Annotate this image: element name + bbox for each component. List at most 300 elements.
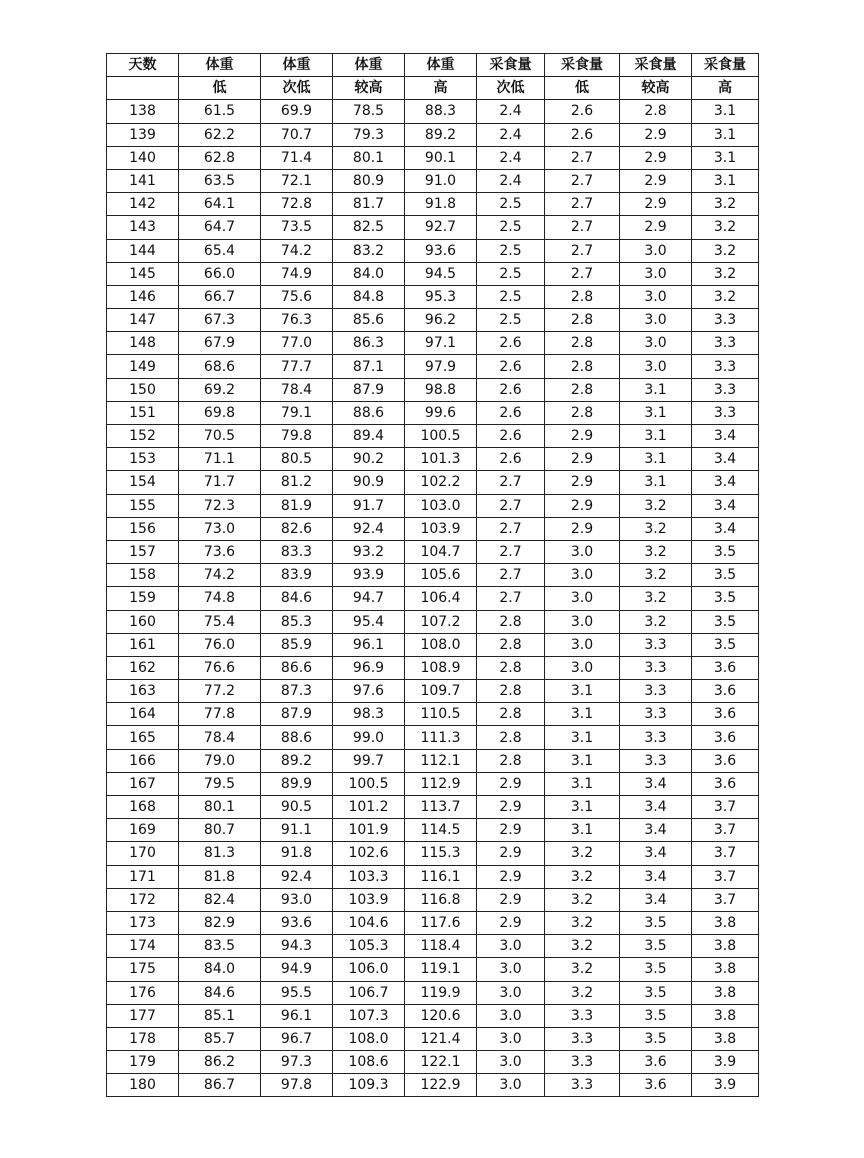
value-cell: 2.6 xyxy=(477,401,545,424)
table-row xyxy=(107,285,759,308)
value-cell: 3.6 xyxy=(620,1051,692,1074)
value-cell: 3.3 xyxy=(620,703,692,726)
value-cell: 3.3 xyxy=(692,355,759,378)
value-cell: 3.1 xyxy=(545,819,620,842)
value-cell: 81.2 xyxy=(261,471,333,494)
value-cell: 91.7 xyxy=(333,494,405,517)
value-cell: 86.2 xyxy=(179,1051,261,1074)
value-cell: 71.7 xyxy=(179,471,261,494)
table-row xyxy=(107,981,759,1004)
value-cell: 96.9 xyxy=(333,656,405,679)
table-row xyxy=(107,100,759,123)
value-cell: 96.7 xyxy=(261,1027,333,1050)
value-cell: 64.1 xyxy=(179,193,261,216)
value-cell: 96.1 xyxy=(261,1004,333,1027)
value-cell: 2.9 xyxy=(477,772,545,795)
value-cell: 88.6 xyxy=(333,401,405,424)
value-cell: 2.8 xyxy=(477,610,545,633)
header-subcell: 低 xyxy=(179,77,261,100)
value-cell: 2.6 xyxy=(477,448,545,471)
day-cell: 153 xyxy=(107,448,179,471)
value-cell: 95.5 xyxy=(261,981,333,1004)
value-cell: 83.2 xyxy=(333,239,405,262)
header-cell: 体重 xyxy=(179,54,261,77)
value-cell: 3.3 xyxy=(692,378,759,401)
table-row xyxy=(107,819,759,842)
value-cell: 2.8 xyxy=(620,100,692,123)
value-cell: 3.6 xyxy=(692,772,759,795)
value-cell: 2.8 xyxy=(477,749,545,772)
value-cell: 3.2 xyxy=(620,564,692,587)
value-cell: 109.7 xyxy=(405,680,477,703)
value-cell: 99.6 xyxy=(405,401,477,424)
header-cell: 体重 xyxy=(333,54,405,77)
value-cell: 78.4 xyxy=(261,378,333,401)
day-cell: 180 xyxy=(107,1074,179,1097)
value-cell: 3.5 xyxy=(620,1004,692,1027)
value-cell: 97.8 xyxy=(261,1074,333,1097)
value-cell: 3.2 xyxy=(620,610,692,633)
value-cell: 84.8 xyxy=(333,285,405,308)
value-cell: 76.6 xyxy=(179,656,261,679)
value-cell: 78.5 xyxy=(333,100,405,123)
value-cell: 3.6 xyxy=(692,656,759,679)
day-cell: 162 xyxy=(107,656,179,679)
value-cell: 97.3 xyxy=(261,1051,333,1074)
day-cell: 146 xyxy=(107,285,179,308)
day-cell: 169 xyxy=(107,819,179,842)
header-subcell: 高 xyxy=(692,77,759,100)
value-cell: 3.0 xyxy=(477,1027,545,1050)
value-cell: 2.9 xyxy=(545,494,620,517)
value-cell: 83.9 xyxy=(261,564,333,587)
day-cell: 174 xyxy=(107,935,179,958)
day-cell: 157 xyxy=(107,540,179,563)
value-cell: 3.2 xyxy=(692,285,759,308)
value-cell: 3.7 xyxy=(692,796,759,819)
value-cell: 3.3 xyxy=(692,332,759,355)
value-cell: 2.4 xyxy=(477,100,545,123)
value-cell: 3.0 xyxy=(477,958,545,981)
value-cell: 62.8 xyxy=(179,146,261,169)
value-cell: 120.6 xyxy=(405,1004,477,1027)
value-cell: 107.3 xyxy=(333,1004,405,1027)
value-cell: 90.9 xyxy=(333,471,405,494)
value-cell: 84.0 xyxy=(333,262,405,285)
table-row xyxy=(107,239,759,262)
value-cell: 3.4 xyxy=(692,517,759,540)
value-cell: 3.1 xyxy=(620,401,692,424)
value-cell: 85.7 xyxy=(179,1027,261,1050)
table-body xyxy=(107,100,759,1097)
day-cell: 178 xyxy=(107,1027,179,1050)
value-cell: 3.4 xyxy=(692,494,759,517)
table-row xyxy=(107,842,759,865)
value-cell: 80.7 xyxy=(179,819,261,842)
value-cell: 74.9 xyxy=(261,262,333,285)
day-cell: 176 xyxy=(107,981,179,1004)
table-row xyxy=(107,865,759,888)
value-cell: 2.6 xyxy=(477,332,545,355)
day-cell: 155 xyxy=(107,494,179,517)
value-cell: 103.9 xyxy=(405,517,477,540)
header-row-1 xyxy=(107,54,759,77)
value-cell: 71.1 xyxy=(179,448,261,471)
day-cell: 166 xyxy=(107,749,179,772)
day-cell: 164 xyxy=(107,703,179,726)
table-row xyxy=(107,772,759,795)
value-cell: 3.5 xyxy=(620,911,692,934)
header-cell: 采食量 xyxy=(545,54,620,77)
value-cell: 102.2 xyxy=(405,471,477,494)
value-cell: 3.2 xyxy=(620,494,692,517)
day-cell: 138 xyxy=(107,100,179,123)
value-cell: 3.1 xyxy=(692,123,759,146)
value-cell: 2.6 xyxy=(477,425,545,448)
table-row xyxy=(107,471,759,494)
header-row-2 xyxy=(107,77,759,100)
value-cell: 3.0 xyxy=(620,239,692,262)
header-cell: 天数 xyxy=(107,54,179,77)
value-cell: 3.1 xyxy=(545,796,620,819)
value-cell: 3.4 xyxy=(692,425,759,448)
value-cell: 74.2 xyxy=(179,564,261,587)
value-cell: 75.4 xyxy=(179,610,261,633)
value-cell: 3.4 xyxy=(620,819,692,842)
value-cell: 94.9 xyxy=(261,958,333,981)
table-row xyxy=(107,935,759,958)
value-cell: 3.0 xyxy=(620,332,692,355)
value-cell: 85.9 xyxy=(261,633,333,656)
table-row xyxy=(107,540,759,563)
value-cell: 105.6 xyxy=(405,564,477,587)
value-cell: 92.4 xyxy=(261,865,333,888)
value-cell: 99.7 xyxy=(333,749,405,772)
value-cell: 96.1 xyxy=(333,633,405,656)
table-row xyxy=(107,656,759,679)
value-cell: 80.9 xyxy=(333,169,405,192)
table-row xyxy=(107,958,759,981)
value-cell: 3.5 xyxy=(692,587,759,610)
table-row xyxy=(107,517,759,540)
value-cell: 118.4 xyxy=(405,935,477,958)
table-row xyxy=(107,564,759,587)
table-row xyxy=(107,796,759,819)
value-cell: 2.8 xyxy=(545,332,620,355)
table-row xyxy=(107,703,759,726)
value-cell: 2.6 xyxy=(477,378,545,401)
value-cell: 2.9 xyxy=(545,517,620,540)
header-cell: 采食量 xyxy=(620,54,692,77)
value-cell: 2.8 xyxy=(545,355,620,378)
table-row xyxy=(107,726,759,749)
header-cell: 采食量 xyxy=(477,54,545,77)
table-row xyxy=(107,332,759,355)
value-cell: 101.9 xyxy=(333,819,405,842)
table-row xyxy=(107,401,759,424)
value-cell: 89.2 xyxy=(261,749,333,772)
value-cell: 3.3 xyxy=(692,309,759,332)
value-cell: 112.9 xyxy=(405,772,477,795)
value-cell: 79.8 xyxy=(261,425,333,448)
value-cell: 83.5 xyxy=(179,935,261,958)
value-cell: 119.1 xyxy=(405,958,477,981)
table-row xyxy=(107,448,759,471)
table-row xyxy=(107,911,759,934)
day-cell: 149 xyxy=(107,355,179,378)
value-cell: 90.2 xyxy=(333,448,405,471)
value-cell: 103.9 xyxy=(333,888,405,911)
value-cell: 87.9 xyxy=(333,378,405,401)
value-cell: 3.9 xyxy=(692,1074,759,1097)
day-cell: 152 xyxy=(107,425,179,448)
value-cell: 2.8 xyxy=(477,680,545,703)
value-cell: 106.7 xyxy=(333,981,405,1004)
value-cell: 2.7 xyxy=(545,169,620,192)
day-cell: 148 xyxy=(107,332,179,355)
value-cell: 66.7 xyxy=(179,285,261,308)
day-cell: 140 xyxy=(107,146,179,169)
value-cell: 109.3 xyxy=(333,1074,405,1097)
value-cell: 86.7 xyxy=(179,1074,261,1097)
value-cell: 3.1 xyxy=(620,448,692,471)
table-row xyxy=(107,1004,759,1027)
value-cell: 3.0 xyxy=(477,1051,545,1074)
value-cell: 81.3 xyxy=(179,842,261,865)
value-cell: 3.3 xyxy=(545,1027,620,1050)
day-cell: 142 xyxy=(107,193,179,216)
value-cell: 3.4 xyxy=(620,888,692,911)
value-cell: 77.2 xyxy=(179,680,261,703)
value-cell: 91.1 xyxy=(261,819,333,842)
value-cell: 108.6 xyxy=(333,1051,405,1074)
value-cell: 85.6 xyxy=(333,309,405,332)
value-cell: 80.1 xyxy=(179,796,261,819)
value-cell: 68.6 xyxy=(179,355,261,378)
value-cell: 93.6 xyxy=(405,239,477,262)
value-cell: 2.9 xyxy=(477,842,545,865)
value-cell: 3.4 xyxy=(692,471,759,494)
day-cell: 161 xyxy=(107,633,179,656)
header-cell: 体重 xyxy=(405,54,477,77)
value-cell: 97.1 xyxy=(405,332,477,355)
value-cell: 2.9 xyxy=(477,796,545,819)
day-cell: 144 xyxy=(107,239,179,262)
value-cell: 79.5 xyxy=(179,772,261,795)
value-cell: 3.2 xyxy=(620,587,692,610)
value-cell: 87.3 xyxy=(261,680,333,703)
value-cell: 2.9 xyxy=(477,911,545,934)
value-cell: 2.9 xyxy=(477,819,545,842)
value-cell: 69.8 xyxy=(179,401,261,424)
day-cell: 139 xyxy=(107,123,179,146)
value-cell: 106.4 xyxy=(405,587,477,610)
value-cell: 2.7 xyxy=(477,564,545,587)
value-cell: 2.4 xyxy=(477,123,545,146)
value-cell: 82.5 xyxy=(333,216,405,239)
value-cell: 91.0 xyxy=(405,169,477,192)
value-cell: 102.6 xyxy=(333,842,405,865)
value-cell: 2.9 xyxy=(620,123,692,146)
value-cell: 3.0 xyxy=(477,981,545,1004)
day-cell: 173 xyxy=(107,911,179,934)
value-cell: 63.5 xyxy=(179,169,261,192)
day-cell: 179 xyxy=(107,1051,179,1074)
table-row xyxy=(107,193,759,216)
value-cell: 3.7 xyxy=(692,865,759,888)
value-cell: 85.1 xyxy=(179,1004,261,1027)
value-cell: 3.1 xyxy=(620,471,692,494)
value-cell: 2.8 xyxy=(545,309,620,332)
value-cell: 93.6 xyxy=(261,911,333,934)
day-cell: 143 xyxy=(107,216,179,239)
value-cell: 3.7 xyxy=(692,842,759,865)
value-cell: 3.2 xyxy=(545,888,620,911)
value-cell: 3.0 xyxy=(477,1074,545,1097)
day-cell: 145 xyxy=(107,262,179,285)
value-cell: 3.2 xyxy=(545,911,620,934)
value-cell: 3.2 xyxy=(545,958,620,981)
value-cell: 2.5 xyxy=(477,285,545,308)
value-cell: 77.7 xyxy=(261,355,333,378)
value-cell: 71.4 xyxy=(261,146,333,169)
value-cell: 73.5 xyxy=(261,216,333,239)
value-cell: 113.7 xyxy=(405,796,477,819)
value-cell: 84.6 xyxy=(179,981,261,1004)
value-cell: 3.3 xyxy=(620,633,692,656)
value-cell: 108.0 xyxy=(333,1027,405,1050)
day-cell: 151 xyxy=(107,401,179,424)
value-cell: 3.3 xyxy=(545,1074,620,1097)
table-row xyxy=(107,425,759,448)
value-cell: 89.2 xyxy=(405,123,477,146)
value-cell: 3.7 xyxy=(692,888,759,911)
day-cell: 158 xyxy=(107,564,179,587)
value-cell: 3.0 xyxy=(620,262,692,285)
value-cell: 3.2 xyxy=(545,865,620,888)
value-cell: 83.3 xyxy=(261,540,333,563)
table-row xyxy=(107,169,759,192)
day-cell: 156 xyxy=(107,517,179,540)
value-cell: 105.3 xyxy=(333,935,405,958)
value-cell: 2.9 xyxy=(477,865,545,888)
value-cell: 3.3 xyxy=(692,401,759,424)
header-subcell: 高 xyxy=(405,77,477,100)
value-cell: 2.7 xyxy=(545,216,620,239)
value-cell: 3.2 xyxy=(692,262,759,285)
value-cell: 2.9 xyxy=(545,471,620,494)
value-cell: 2.9 xyxy=(545,425,620,448)
value-cell: 3.8 xyxy=(692,935,759,958)
value-cell: 67.9 xyxy=(179,332,261,355)
value-cell: 122.1 xyxy=(405,1051,477,1074)
value-cell: 69.9 xyxy=(261,100,333,123)
value-cell: 73.0 xyxy=(179,517,261,540)
value-cell: 3.0 xyxy=(620,309,692,332)
value-cell: 3.2 xyxy=(692,193,759,216)
value-cell: 2.8 xyxy=(477,703,545,726)
value-cell: 3.1 xyxy=(692,169,759,192)
value-cell: 94.5 xyxy=(405,262,477,285)
value-cell: 91.8 xyxy=(405,193,477,216)
value-cell: 3.0 xyxy=(545,610,620,633)
value-cell: 3.1 xyxy=(620,378,692,401)
value-cell: 101.2 xyxy=(333,796,405,819)
value-cell: 3.3 xyxy=(620,726,692,749)
value-cell: 65.4 xyxy=(179,239,261,262)
value-cell: 76.3 xyxy=(261,309,333,332)
value-cell: 2.7 xyxy=(477,517,545,540)
value-cell: 3.1 xyxy=(545,749,620,772)
value-cell: 2.8 xyxy=(477,656,545,679)
value-cell: 3.2 xyxy=(692,216,759,239)
header-subcell: 次低 xyxy=(261,77,333,100)
value-cell: 72.1 xyxy=(261,169,333,192)
value-cell: 3.1 xyxy=(620,425,692,448)
day-cell: 154 xyxy=(107,471,179,494)
table-row xyxy=(107,494,759,517)
value-cell: 3.4 xyxy=(620,842,692,865)
value-cell: 3.0 xyxy=(477,935,545,958)
table-row xyxy=(107,309,759,332)
value-cell: 3.3 xyxy=(620,680,692,703)
value-cell: 3.2 xyxy=(545,981,620,1004)
table-row xyxy=(107,123,759,146)
value-cell: 3.3 xyxy=(620,749,692,772)
value-cell: 95.3 xyxy=(405,285,477,308)
table-header xyxy=(107,54,759,100)
value-cell: 3.3 xyxy=(620,656,692,679)
value-cell: 3.4 xyxy=(692,448,759,471)
value-cell: 3.8 xyxy=(692,958,759,981)
table-row xyxy=(107,378,759,401)
value-cell: 81.9 xyxy=(261,494,333,517)
value-cell: 116.8 xyxy=(405,888,477,911)
day-cell: 141 xyxy=(107,169,179,192)
value-cell: 77.0 xyxy=(261,332,333,355)
value-cell: 108.9 xyxy=(405,656,477,679)
value-cell: 106.0 xyxy=(333,958,405,981)
day-cell: 160 xyxy=(107,610,179,633)
value-cell: 75.6 xyxy=(261,285,333,308)
value-cell: 2.4 xyxy=(477,146,545,169)
table-row xyxy=(107,587,759,610)
value-cell: 3.4 xyxy=(620,865,692,888)
value-cell: 121.4 xyxy=(405,1027,477,1050)
value-cell: 2.5 xyxy=(477,262,545,285)
value-cell: 116.1 xyxy=(405,865,477,888)
value-cell: 97.6 xyxy=(333,680,405,703)
value-cell: 110.5 xyxy=(405,703,477,726)
table-row xyxy=(107,633,759,656)
value-cell: 2.7 xyxy=(477,587,545,610)
value-cell: 114.5 xyxy=(405,819,477,842)
value-cell: 98.8 xyxy=(405,378,477,401)
value-cell: 3.5 xyxy=(620,935,692,958)
header-cell: 体重 xyxy=(261,54,333,77)
value-cell: 3.5 xyxy=(620,1027,692,1050)
value-cell: 2.8 xyxy=(545,285,620,308)
value-cell: 2.6 xyxy=(545,123,620,146)
value-cell: 3.0 xyxy=(620,285,692,308)
value-cell: 3.3 xyxy=(545,1004,620,1027)
value-cell: 79.1 xyxy=(261,401,333,424)
header-subcell: 低 xyxy=(545,77,620,100)
value-cell: 100.5 xyxy=(405,425,477,448)
day-cell: 172 xyxy=(107,888,179,911)
value-cell: 3.2 xyxy=(692,239,759,262)
value-cell: 101.3 xyxy=(405,448,477,471)
